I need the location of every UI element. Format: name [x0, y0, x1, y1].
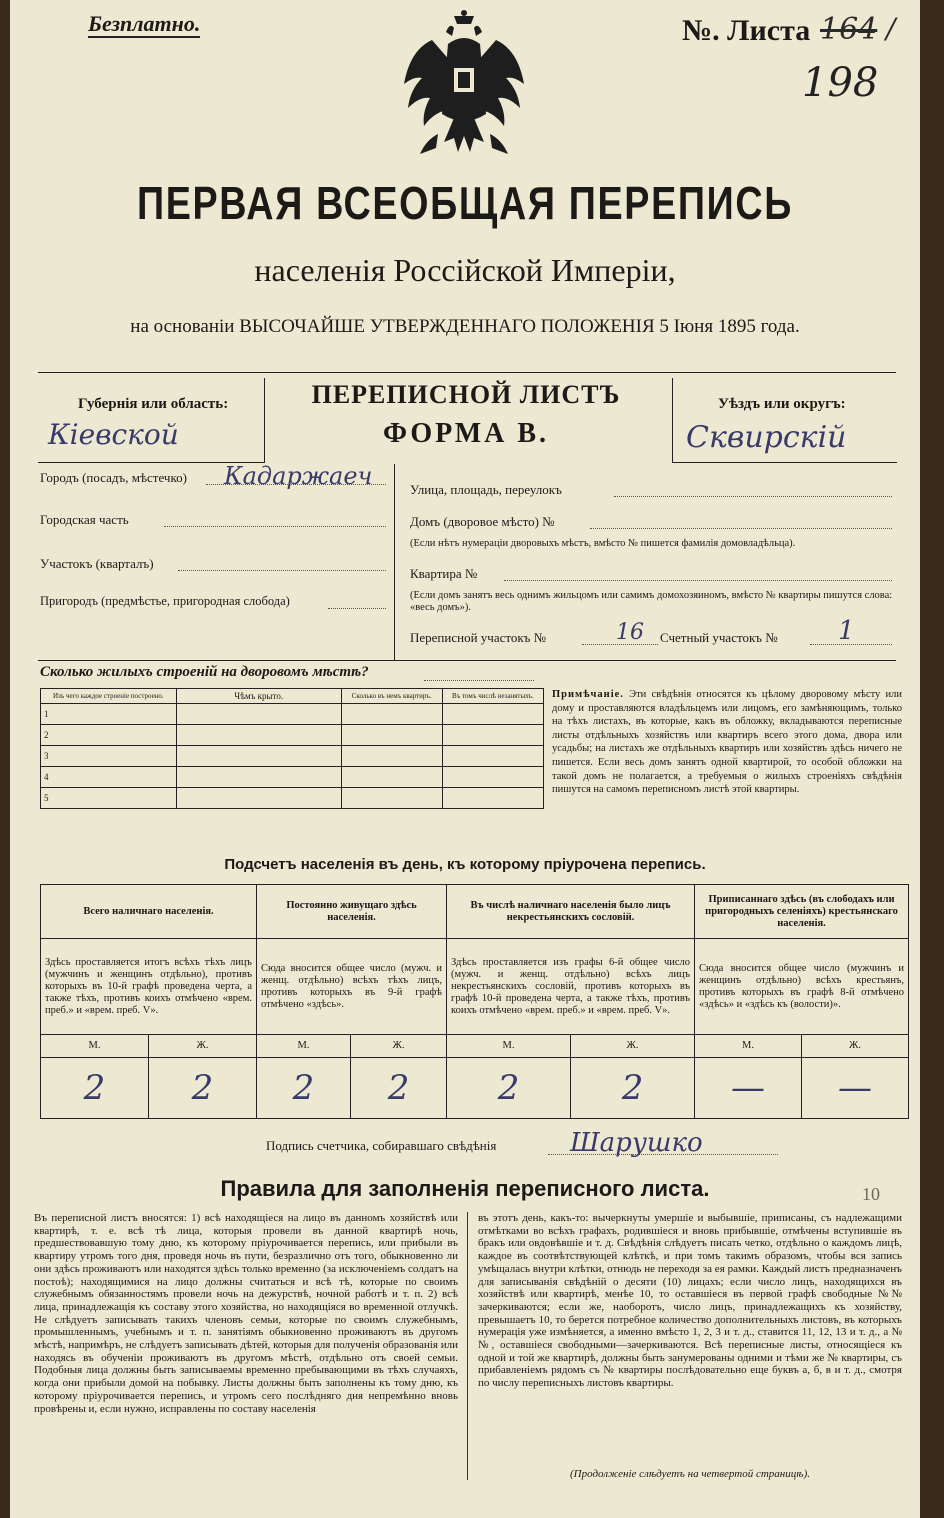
- table-cell[interactable]: [341, 725, 442, 746]
- address-divider: [394, 464, 395, 660]
- count-title: Подсчетъ населенія въ день, къ которому пріурочена перепись.: [224, 856, 706, 873]
- count-sex-row: [41, 1035, 909, 1058]
- table-cell[interactable]: [341, 788, 442, 809]
- table-cell[interactable]: [442, 746, 543, 767]
- free-label: Безплатно.: [88, 11, 201, 36]
- city-value[interactable]: Кадаржаеч: [224, 462, 373, 490]
- rules-right-column: въ этотъ день, какъ-то: вычеркнуты умершіе и выбывшіе, приписаны, съ надлежащими отмѣтками во всѣхъ графахъ, родившіеся и вновь прибывшіе, отмѣчены вступившіе въ бракъ или овдовѣвшіе и т. д. Свѣдѣнія слѣдуетъ писать четко, отдѣльно о каждомъ лицѣ, каждое въ соотвѣтствующей клѣткѣ, и при томъ такимъ образомъ, чтобы вся запись умѣщалась внутри клѣтки, отнюдь не переходя за ея рамки. Каждый листъ предназначенъ для записыванія свѣдѣній о десяти (10) лицахъ; если число лицъ, находящихся въ хозяйствѣ или квартирѣ, менѣе 10, то оставшіеся въ первой графѣ свободные №№ зачеркиваются; если же, наоборотъ, число лицъ, принадлежащихъ къ хозяйству, превышаетъ 10, то берется потребное количество дополнительныхъ листовъ, въ которыхъ нумерація уже измѣняется, а именно вмѣсто 1, 2, 3 и т. д., ставится 11, 12, 13 и т. д., а №№, оставшіеся свободными—зачеркиваются. Всѣ переписные листы, относящіеся къ одной и той же квартирѣ, должны быть занумерованы одними и тѣми же № квартиры, съ прибавленіемъ рядомъ съ № квартиры послѣдовательно еще буквъ а, б, в и т. д., смотря по числу переписныхъ листовъ квартиры.: [478, 1212, 902, 1390]
- male-header: М.: [257, 1035, 351, 1058]
- row-number: 1: [41, 704, 177, 725]
- note-heading: Примѣчаніе.: [552, 689, 624, 700]
- table-cell[interactable]: [442, 704, 543, 725]
- house-line: [590, 528, 892, 529]
- row-number: 2: [41, 725, 177, 746]
- suburb-line: [328, 608, 386, 609]
- table-cell[interactable]: [176, 746, 341, 767]
- col-material: Изъ чего каждое строеніе построено.: [41, 689, 177, 704]
- buildings-question-line: [424, 680, 534, 681]
- signature-value[interactable]: Шарушко: [570, 1128, 703, 1158]
- buildings-question: Сколько жилыхъ строеній на дворовомъ мѣстѣ?: [40, 664, 369, 680]
- female-header: Ж.: [802, 1035, 909, 1058]
- count-area-value[interactable]: 1: [838, 616, 855, 646]
- city-part-label: Городская часть: [40, 512, 129, 527]
- permanent-male-value[interactable]: 2: [257, 1058, 351, 1119]
- buildings-note: [552, 688, 902, 797]
- female-header: Ж.: [571, 1035, 695, 1058]
- table-cell[interactable]: [442, 788, 543, 809]
- table-cell[interactable]: [341, 767, 442, 788]
- apartment-line: [504, 580, 892, 581]
- sheet-number-label: №. Листа: [682, 14, 811, 47]
- form-name: ПЕРЕПИСНОЙ ЛИСТЪ: [311, 380, 621, 409]
- group-head-nonpeasant: Въ числѣ наличнаго населенія было лицъ некрестьянскихъ сословій.: [447, 885, 695, 939]
- male-header: М.: [447, 1035, 571, 1058]
- table-cell[interactable]: [341, 746, 442, 767]
- house-label: Домъ (дворовое мѣсто) №: [410, 514, 555, 529]
- total-female-value[interactable]: 2: [149, 1058, 257, 1119]
- female-header: Ж.: [149, 1035, 257, 1058]
- signature-label: Подпись счетчика, собиравшаго свѣдѣнія: [266, 1138, 497, 1153]
- margin-page-number: 10: [862, 1184, 880, 1204]
- count-area-label: Счетный участокъ №: [660, 630, 778, 645]
- male-header: М.: [41, 1035, 149, 1058]
- district-value[interactable]: Сквирскій: [686, 420, 847, 455]
- city-part-line: [164, 526, 386, 527]
- rules-title: Правила для заполненія переписного листа.: [220, 1176, 710, 1201]
- table-row: [41, 767, 544, 788]
- total-male-value[interactable]: 2: [41, 1058, 149, 1119]
- street-label: Улица, площадь, переулокъ: [410, 482, 562, 497]
- precinct-line: [178, 570, 386, 571]
- rules-column-divider: [467, 1212, 468, 1480]
- group-desc-nonpeasant: Здѣсь проставляется изъ графы 6-й общее число (мужч. и женщ. отдѣльно) всѣхъ лицъ некрестьянскихъ сословій, противъ которыхъ въ графѣ 10-й проведена черта, а также тѣхъ, противъ коихъ отмѣчено «врем. преб.» и «врем. преб. V».: [447, 939, 695, 1035]
- male-header: М.: [695, 1035, 802, 1058]
- census-basis: на основаніи ВЫСОЧАЙШЕ УТВЕРЖДЕННАГО ПОЛОЖЕНІЯ 5 Іюня 1895 года.: [130, 316, 800, 337]
- province-value[interactable]: Кіевской: [48, 418, 179, 451]
- table-cell[interactable]: [176, 788, 341, 809]
- peasant-female-value[interactable]: —: [802, 1058, 909, 1119]
- group-desc-total: Здѣсь проставляется итогъ всѣхъ тѣхъ лицъ (мужчинъ и женщинъ отдѣльно), противъ которыхъ въ 10-й графѣ проведена черта, а также тѣхъ, противъ коихъ отмѣчено «врем. преб.» и «врем. преб. V».: [41, 939, 257, 1035]
- table-cell[interactable]: [176, 767, 341, 788]
- district-label: Уѣздъ или округъ:: [718, 396, 846, 412]
- census-sheet: [10, 0, 920, 1518]
- street-line: [614, 496, 892, 497]
- count-desc-row: [41, 939, 909, 1035]
- buildings-header-row: [41, 689, 544, 704]
- sheet-number-handwritten: 198: [802, 60, 879, 106]
- census-area-label: Переписной участокъ №: [410, 630, 547, 645]
- table-cell[interactable]: [176, 725, 341, 746]
- count-value-row: [41, 1058, 909, 1119]
- precinct-label: Участокъ (кварталъ): [40, 556, 154, 571]
- census-subtitle: населенія Россійской Имперіи,: [254, 252, 676, 288]
- peasant-male-value[interactable]: —: [695, 1058, 802, 1119]
- sheet-number-struck: 164: [820, 12, 878, 47]
- double-headed-eagle-emblem: [402, 10, 526, 166]
- rules-left-column: Въ переписной листъ вносятся: 1) всѣ находящіеся на лицо въ данномъ хозяйствѣ или квартирѣ, т. е. всѣ тѣ лица, которыя провели въ данной квартирѣ ночь, предшествовавшую тому дню, къ которому пріурочивается перепись, или прибыли въ квартиру утромъ того дня, проведя ночь въ пути, безразлично отъ того, обыкновенно ли они здѣсь проживаютъ или находятся здѣсь только временно (за исключеніемъ солдатъ на постоѣ); находящимися на лицо должны считаться и всѣ тѣ, которые по своимъ служебнымъ обязанностямъ провели ночь на дежурствѣ, ночной работѣ и т. п. 2) всѣ лица, принадлежащія къ составу этого хозяйства, но находящіяся во временной отлучкѣ. Не слѣдуетъ записывать такихъ членовъ семьи, которые по своимъ служебнымъ, промышленнымъ, учебнымъ и т. п. занятіямъ обыкновенно проживаютъ въ другомъ мѣстѣ, напримѣръ, не слѣдуетъ записывать дѣтей, которыя для полученія образованія или находясь въ обученіи проживаютъ въ другомъ мѣстѣ, отдѣльно отъ своей семьи. Подобныя лица должны быть записываемы временно пребывающими въ тѣхъ случаяхъ, когда они прибыли домой на побывку. Листы должны быть заполнены къ тому дню, къ которому пріурочивается перепись, и утромъ сего послѣдняго дня непремѣнно вновь провѣрены и, если нужно, исправлены по составу населенія: [34, 1212, 458, 1415]
- apartment-label: Квартира №: [410, 566, 478, 581]
- count-head-row: [41, 885, 909, 939]
- group-head-permanent: Постоянно живущаго здѣсь населенія.: [257, 885, 447, 939]
- group-desc-permanent: Сюда вносится общее число (мужч. и женщ. отдѣльно) всѣхъ тѣхъ лицъ, противъ которыхъ въ 9-й графѣ отмѣчено «здѣсь».: [257, 939, 447, 1035]
- female-header: Ж.: [351, 1035, 447, 1058]
- population-count-table: [40, 884, 909, 1119]
- form-bottom-line: [38, 660, 896, 661]
- col-apartments: Сколько въ немъ квартиръ.: [341, 689, 442, 704]
- table-cell[interactable]: [176, 704, 341, 725]
- table-cell[interactable]: [341, 704, 442, 725]
- group-desc-peasant: Сюда вносится общее число (мужчинъ и женщинъ отдѣльно) всѣхъ крестьянъ, противъ которыхъ въ графѣ 8-й отмѣчено «здѣсь» и «здѣсь къ (волости)».: [695, 939, 909, 1035]
- table-row: [41, 788, 544, 809]
- sheet-number-corner: /: [886, 12, 896, 45]
- row-number: 5: [41, 788, 177, 809]
- suburb-label: Пригородъ (предмѣстье, пригородная слобода): [40, 594, 290, 608]
- table-cell[interactable]: [442, 725, 543, 746]
- apartment-note: (Если домъ занятъ весь однимъ жильцомъ или самимъ домохозяиномъ, вмѣсто № квартиры пишутся слова: «весь домъ»).: [410, 590, 893, 613]
- col-vacant: Въ томъ числѣ незанятыхъ.: [442, 689, 543, 704]
- note-body: Эти свѣдѣнія относятся къ цѣлому дворовому мѣсту или дому и проставляются владѣльцемъ или лицомъ, его замѣняющимъ, только на тѣхъ листахъ, въ которые, какъ въ обложку, вкладываются переписные листы отдѣльныхъ хозяйствъ или квартиръ всего этого дома, двора или усадьбы; на листахъ же отдѣльныхъ квартиръ или хозяйствъ здѣсь ничего не пишется. Если весь домъ занятъ одной квартирой, то особой обложки на такой домъ не полагается, а требуемыя о жилыхъ строеніяхъ свѣдѣнія пишутся на самомъ переписномъ листѣ этой квартиры.: [552, 689, 902, 796]
- form-type: ФОРМА В.: [382, 418, 550, 449]
- row-number: 4: [41, 767, 177, 788]
- buildings-table: [40, 688, 544, 809]
- census-area-value[interactable]: 16: [616, 620, 644, 645]
- nonpeasant-female-value[interactable]: 2: [571, 1058, 695, 1119]
- province-label: Губернія или область:: [78, 396, 229, 412]
- permanent-female-value[interactable]: 2: [351, 1058, 447, 1119]
- row-number: 3: [41, 746, 177, 767]
- rules-continued-note: (Продолженіе слѣдуетъ на четвертой страницѣ).: [570, 1468, 810, 1480]
- nonpeasant-male-value[interactable]: 2: [447, 1058, 571, 1119]
- table-row: [41, 746, 544, 767]
- group-head-total: Всего наличнаго населенія.: [41, 885, 257, 939]
- city-label: Городъ (посадъ, мѣстечко): [40, 470, 187, 485]
- group-head-peasant: Приписаннаго здѣсь (въ слободахъ или пригородныхъ селеніяхъ) крестьянскаго населенія.: [695, 885, 909, 939]
- table-row: [41, 725, 544, 746]
- col-roof: Чѣмъ крыто.: [176, 689, 341, 704]
- census-title: ПЕРВАЯ ВСЕОБЩАЯ ПЕРЕПИСЬ: [136, 177, 794, 229]
- table-cell[interactable]: [442, 767, 543, 788]
- table-row: [41, 704, 544, 725]
- house-note: (Если нѣтъ нумераціи дворовыхъ мѣстъ, вмѣсто № пишется фамилія домовладѣльца).: [410, 538, 796, 549]
